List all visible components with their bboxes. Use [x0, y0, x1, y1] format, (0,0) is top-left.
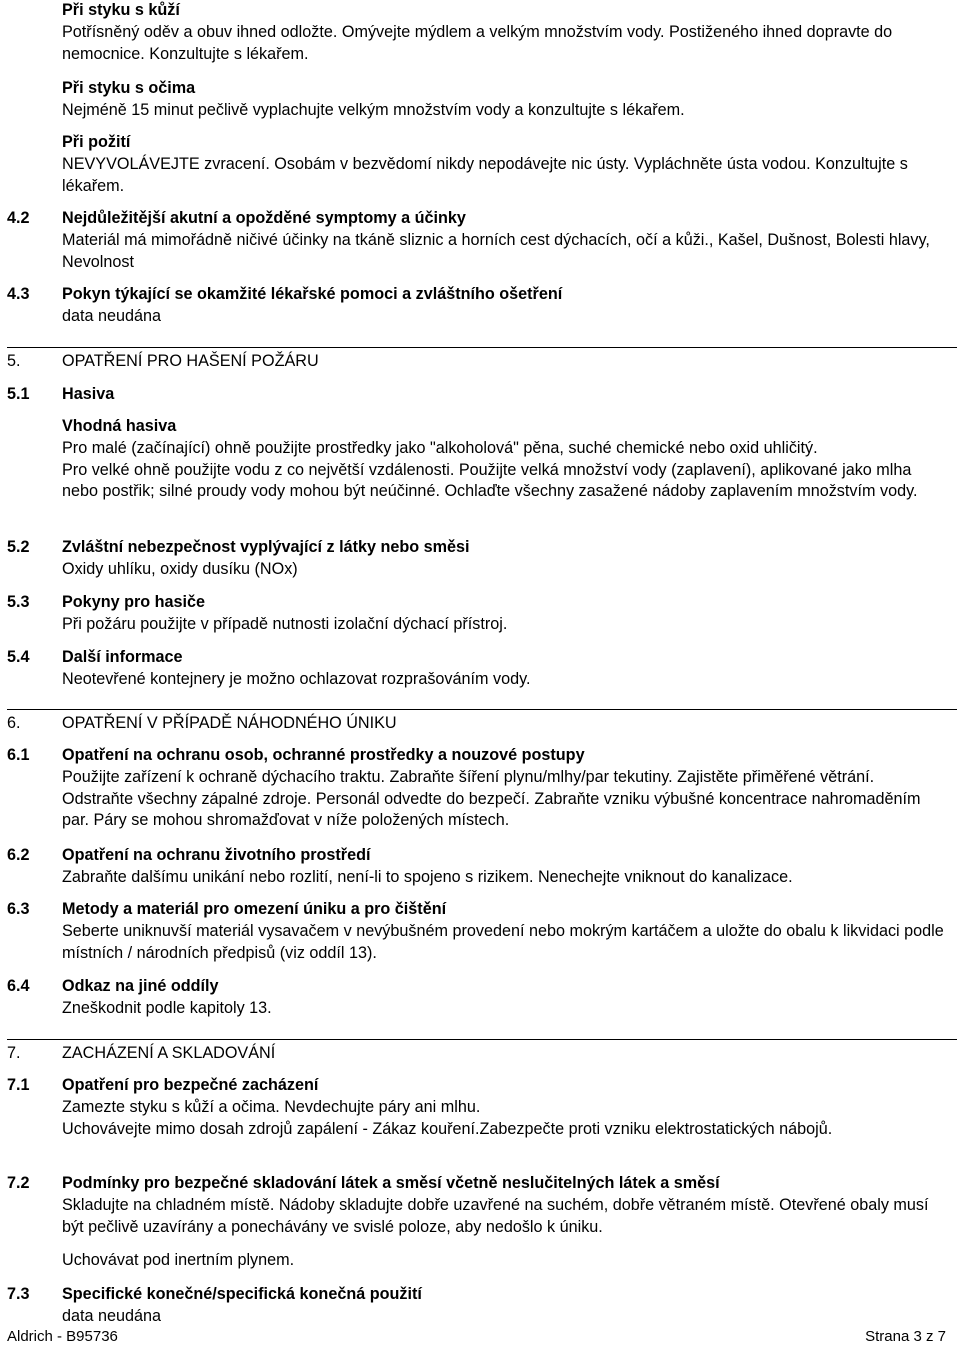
section-number: 5.	[7, 352, 21, 370]
containment-methods-block	[62, 899, 946, 964]
section-title: OPATŘENÍ V PŘÍPADĚ NÁHODNÉHO ÚNIKU	[62, 714, 397, 732]
page-number: Strana 3 z 7	[865, 1328, 946, 1345]
ingestion-block	[62, 132, 946, 197]
eye-contact-text: Nejméně 15 minut pečlivě vyplachujte velkým množstvím vody a konzultujte s lékařem.	[62, 100, 685, 119]
storage-conditions-block	[62, 1173, 946, 1238]
specific-end-use-text: data neudána	[62, 1306, 162, 1325]
subsection-number: 6.2	[7, 846, 30, 864]
skin-contact-block	[62, 0, 946, 65]
storage-conditions-title: Podmínky pro bezpečné skladování látek a směsí včetně neslučitelných látek a směsí	[62, 1174, 720, 1192]
other-sections-block	[62, 976, 946, 1020]
further-info-block	[62, 647, 946, 691]
safe-handling-text-2: Uchovávejte mimo dosah zdrojů zapálení - Zákaz kouření.Zabezpečte proti vzniku elektrostatických nábojů.	[62, 1119, 833, 1138]
medical-attention-block	[62, 284, 946, 328]
suitable-media-text-small: Pro malé (začínající) ohně použijte prostředky jako "alkoholová" pěna, suché chemické nebo oxid uhličitý.	[62, 438, 818, 457]
extinguishing-media-block	[62, 384, 946, 406]
section-title: ZACHÁZENÍ A SKLADOVÁNÍ	[62, 1044, 276, 1062]
environmental-precautions-title: Opatření na ochranu životního prostředí	[62, 846, 371, 864]
personal-precautions-text: Použijte zařízení k ochraně dýchacího traktu. Zabraňte šíření plynu/mlhy/par tekutiny. Zajistěte přiměřené větrání. Odstraňte všechny zápalné zdroje. Personál odvedte do bezpečí. Zabraňte vzniku výbušné koncentrace nahromaděním par. Páry se mohou shromažďovat v níže položených místech.	[62, 767, 921, 830]
subsection-number: 5.4	[7, 648, 30, 666]
specific-end-use-block	[62, 1284, 946, 1328]
storage-inert-block	[62, 1250, 946, 1272]
specific-end-use-title: Specifické konečné/specifická konečná použití	[62, 1285, 422, 1303]
safe-handling-block	[62, 1075, 946, 1140]
subsection-number: 4.3	[7, 285, 30, 303]
ingestion-text: NEVYVOLÁVEJTE zvracení. Osobám v bezvědomí nikdy nepodávejte nic ústy. Vypláchněte ústa vodou. Konzultujte s lékařem.	[62, 154, 908, 195]
personal-precautions-block	[62, 745, 946, 832]
special-hazards-title: Zvláštní nebezpečnost vyplývající z látky nebo směsi	[62, 538, 470, 556]
further-info-text: Neotevřené kontejnery je možno ochlazovat rozprašováním vody.	[62, 669, 531, 688]
further-info-title: Další informace	[62, 648, 183, 666]
containment-methods-title: Metody a materiál pro omezení úniku a pro čištění	[62, 900, 447, 918]
medical-attention-title: Pokyn týkající se okamžité lékařské pomoci a zvláštního ošetření	[62, 285, 563, 303]
suitable-media-title: Vhodná hasiva	[62, 417, 177, 435]
symptoms-title: Nejdůležitější akutní a opožděné symptomy a účinky	[62, 209, 466, 227]
page-footer	[7, 1328, 946, 1346]
subsection-number: 7.3	[7, 1285, 30, 1303]
skin-contact-text: Potřísněný oděv a obuv ihned odložte. Omývejte mýdlem a velkým množstvím vody. Postiženého ihned dopravte do nemocnice. Konzultujte s lékařem.	[62, 22, 893, 63]
section-number: 6.	[7, 714, 21, 732]
symptoms-text: Materiál má mimořádně ničivé účinky na tkáně sliznic a horních cest dýchacích, očí a kůži., Kašel, Dušnost, Bolesti hlavy, Nevolnost	[62, 230, 930, 271]
other-sections-title: Odkaz na jiné oddíly	[62, 977, 219, 995]
section-6-header	[7, 709, 957, 735]
suitable-media-block	[62, 416, 946, 503]
section-title: OPATŘENÍ PRO HAŠENÍ POŽÁRU	[62, 352, 319, 370]
special-hazards-text: Oxidy uhlíku, oxidy dusíku (NOx)	[62, 559, 298, 578]
subsection-number: 6.3	[7, 900, 30, 918]
subsection-number: 6.1	[7, 746, 30, 764]
firefighter-advice-title: Pokyny pro hasiče	[62, 593, 206, 611]
subsection-number: 6.4	[7, 977, 30, 995]
environmental-precautions-block	[62, 845, 946, 889]
subsection-number: 4.2	[7, 209, 30, 227]
symptoms-block	[62, 208, 946, 273]
other-sections-text: Zneškodnit podle kapitoly 13.	[62, 998, 272, 1017]
firefighter-advice-block	[62, 592, 946, 636]
section-number: 7.	[7, 1044, 21, 1062]
safe-handling-text-1: Zamezte styku s kůží a očima. Nevdechujte páry ani mlhu.	[62, 1097, 481, 1116]
subsection-number: 5.1	[7, 385, 30, 403]
firefighter-advice-text: Při požáru použijte v případě nutnosti izolační dýchací přístroj.	[62, 614, 508, 633]
special-hazards-block	[62, 537, 946, 581]
medical-attention-text: data neudána	[62, 306, 162, 325]
environmental-precautions-text: Zabraňte dalšímu unikání nebo rozlití, není-li to spojeno s rizikem. Nenechejte vniknout do kanalizace.	[62, 867, 793, 886]
extinguishing-media-title: Hasiva	[62, 385, 115, 403]
subsection-number: 7.1	[7, 1076, 30, 1094]
safe-handling-title: Opatření pro bezpečné zacházení	[62, 1076, 319, 1094]
section-5-header	[7, 347, 957, 373]
skin-contact-title: Při styku s kůží	[62, 1, 180, 19]
storage-conditions-text-1: Skladujte na chladném místě. Nádoby skladujte dobře uzavřené na suchém, dobře větraném místě. Otevřené obaly musí být pečlivě uzavírány a ponechávány ve svislé poloze, aby nedošlo k úniku.	[62, 1195, 929, 1236]
subsection-number: 7.2	[7, 1174, 30, 1192]
subsection-number: 5.3	[7, 593, 30, 611]
product-reference: Aldrich - B95736	[7, 1328, 118, 1345]
subsection-number: 5.2	[7, 538, 30, 556]
suitable-media-text-large: Pro velké ohně použijte vodu z co největší vzdálenosti. Použijte velká množství vody (zaplavení), aplikované jako mlha nebo postřik; silné proudy vody mohou být neúčinné. Ochlaďte všechny zasažené nádoby zaplavením množstvím vody.	[62, 460, 918, 501]
personal-precautions-title: Opatření na ochranu osob, ochranné prostředky a nouzové postupy	[62, 746, 585, 764]
eye-contact-block	[62, 78, 946, 122]
storage-conditions-text-2: Uchovávat pod inertním plynem.	[62, 1251, 295, 1269]
ingestion-title: Při požití	[62, 133, 131, 151]
containment-methods-text: Seberte uniknuvší materiál vysavačem v nevýbušném provedení nebo mokrým kartáčem a uložte do obalu k likvidaci podle místních / národních předpisů (viz oddíl 13).	[62, 921, 944, 962]
eye-contact-title: Při styku s očima	[62, 79, 196, 97]
section-7-header	[7, 1039, 957, 1065]
